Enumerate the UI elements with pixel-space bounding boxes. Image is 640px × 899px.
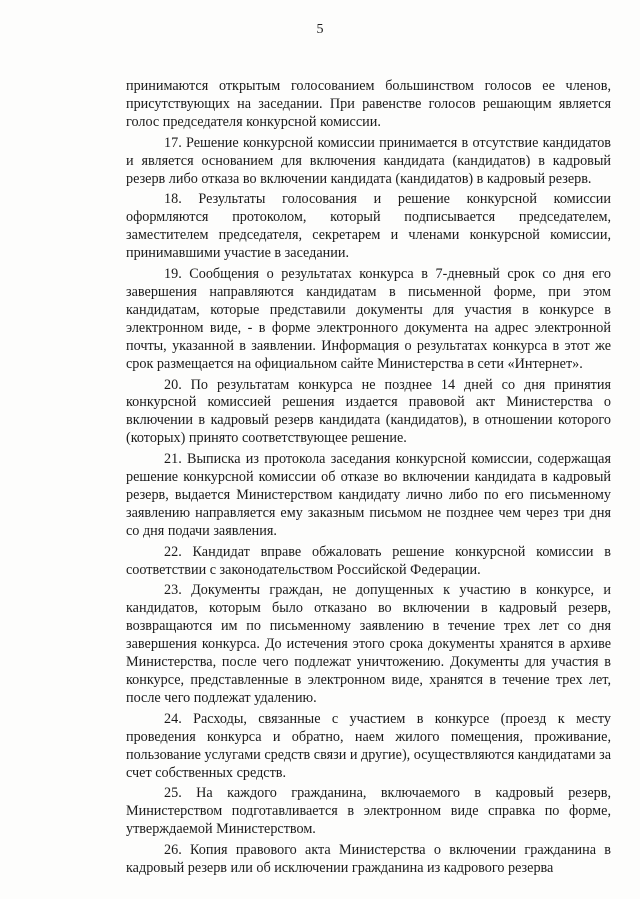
paragraph-22: 22. Кандидат вправе обжаловать решение конкурсной комиссии в соответствии с законодательством Российской Федерации. (126, 543, 611, 578)
paragraph-20: 20. По результатам конкурса не позднее 14 дней со дня принятия конкурсной комиссией решения издается правовой акт Министерства о включении в кадровый резерв кандидата (кандидатов), в отношении которого (которых) принято соответствующее решение. (126, 376, 611, 447)
paragraph-continuation: принимаются открытым голосованием большинством голосов ее членов, присутствующих на заседании. При равенстве голосов решающим является голос председателя конкурсной комиссии. (126, 78, 611, 130)
paragraph-19: 19. Сообщения о результатах конкурса в 7-дневный срок со дня его завершения направляются кандидатам в письменной форме, при этом кандидатам, которые представили документы для участия в конкурсе в электронном виде, - в форме электронного документа на адрес электронной почты, указанной в заявлении. Информация о результатах конкурса в этот же срок размещается на официальном сайте Министерства в сети «Интернет». (126, 266, 611, 372)
paragraph-18: 18. Результаты голосования и решение конкурсной комиссии оформляются протоколом, который подписывается председателем, заместителем председателя, секретарем и членами конкурсной комиссии, принимавшими участие в заседании. (126, 191, 611, 262)
paragraph-17: 17. Решение конкурсной комиссии принимается в отсутствие кандидатов и является основанием для включения кандидата (кандидатов) в кадровый резерв либо отказа во включении кандидата (кандидатов) в кадровый резерв. (126, 134, 611, 187)
paragraph-21: 21. Выписка из протокола заседания конкурсной комиссии, содержащая решение конкурсной комиссии об отказе во включении кандидата в кадровый резерв, выдается Министерством кандидату лично либо по его письменному заявлению направляется ему заказным письмом не позднее чем через три дня со дня подачи заявления. (126, 451, 611, 539)
paragraph-26: 26. Копия правового акта Министерства о включении гражданина в кадровый резерв или об исключении гражданина из кадрового резерва (126, 842, 611, 877)
paragraph-24: 24. Расходы, связанные с участием в конкурсе (проезд к месту проведения конкурса и обратно, наем жилого помещения, проживание, пользование услугами средств связи и другие), осуществляются кандидатами за счет собственных средств. (126, 710, 611, 781)
paragraph-25: 25. На каждого гражданина, включаемого в кадровый резерв, Министерством подготавливается в электронном виде справка по форме, утверждаемой Министерством. (126, 785, 611, 838)
paragraph-23: 23. Документы граждан, не допущенных к участию в конкурсе, и кандидатов, которым было отказано во включении в кадровый резерв, возвращаются им по письменному заявлению в течение трех лет со дня завершения конкурса. До истечения этого срока документы хранятся в архиве Министерства, после чего подлежат уничтожению. Документы для участия в конкурсе, представленные в электронном виде, хранятся в течение трех лет, после чего подлежат удалению. (126, 582, 611, 706)
document-body (126, 78, 611, 881)
page-number: 5 (316, 22, 324, 37)
